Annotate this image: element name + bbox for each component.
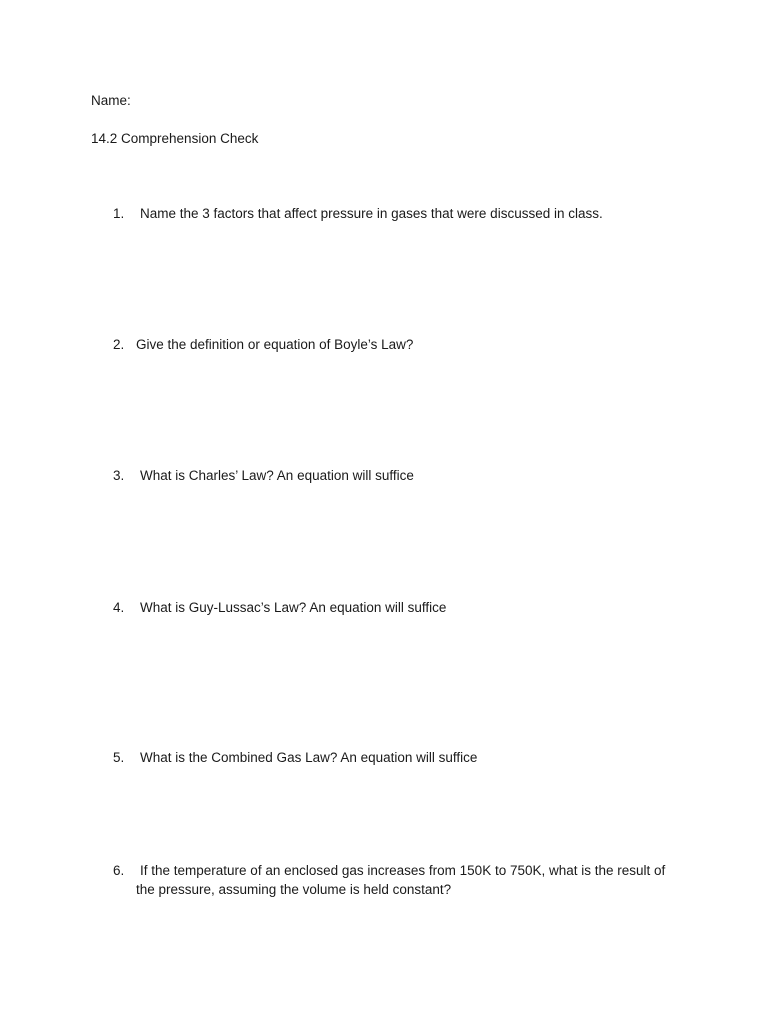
question-text: What is the Combined Gas Law? An equation will suffice — [140, 750, 478, 765]
question-number: 6. — [113, 863, 125, 878]
page-title: 14.2 Comprehension Check — [91, 131, 259, 146]
question-text-line-2: the pressure, assuming the volume is held constant? — [136, 882, 452, 897]
question-number: 3. — [113, 468, 125, 483]
question-number: 4. — [113, 600, 125, 615]
question-number: 1. — [113, 206, 125, 221]
question-text — [136, 861, 700, 899]
question-text: Name the 3 factors that affect pressure in gases that were discussed in class. — [140, 206, 603, 221]
question-number: 5. — [113, 750, 125, 765]
question-text: Give the definition or equation of Boyle’s Law? — [136, 337, 414, 352]
name-label: Name: — [91, 93, 131, 108]
question-text: What is Charles’ Law? An equation will suffice — [140, 468, 414, 483]
question-text-line-1: If the temperature of an enclosed gas increases from 150K to 750K, what is the result of — [140, 863, 666, 878]
question-text: What is Guy-Lussac’s Law? An equation will suffice — [140, 600, 447, 615]
question-number: 2. — [113, 337, 125, 352]
